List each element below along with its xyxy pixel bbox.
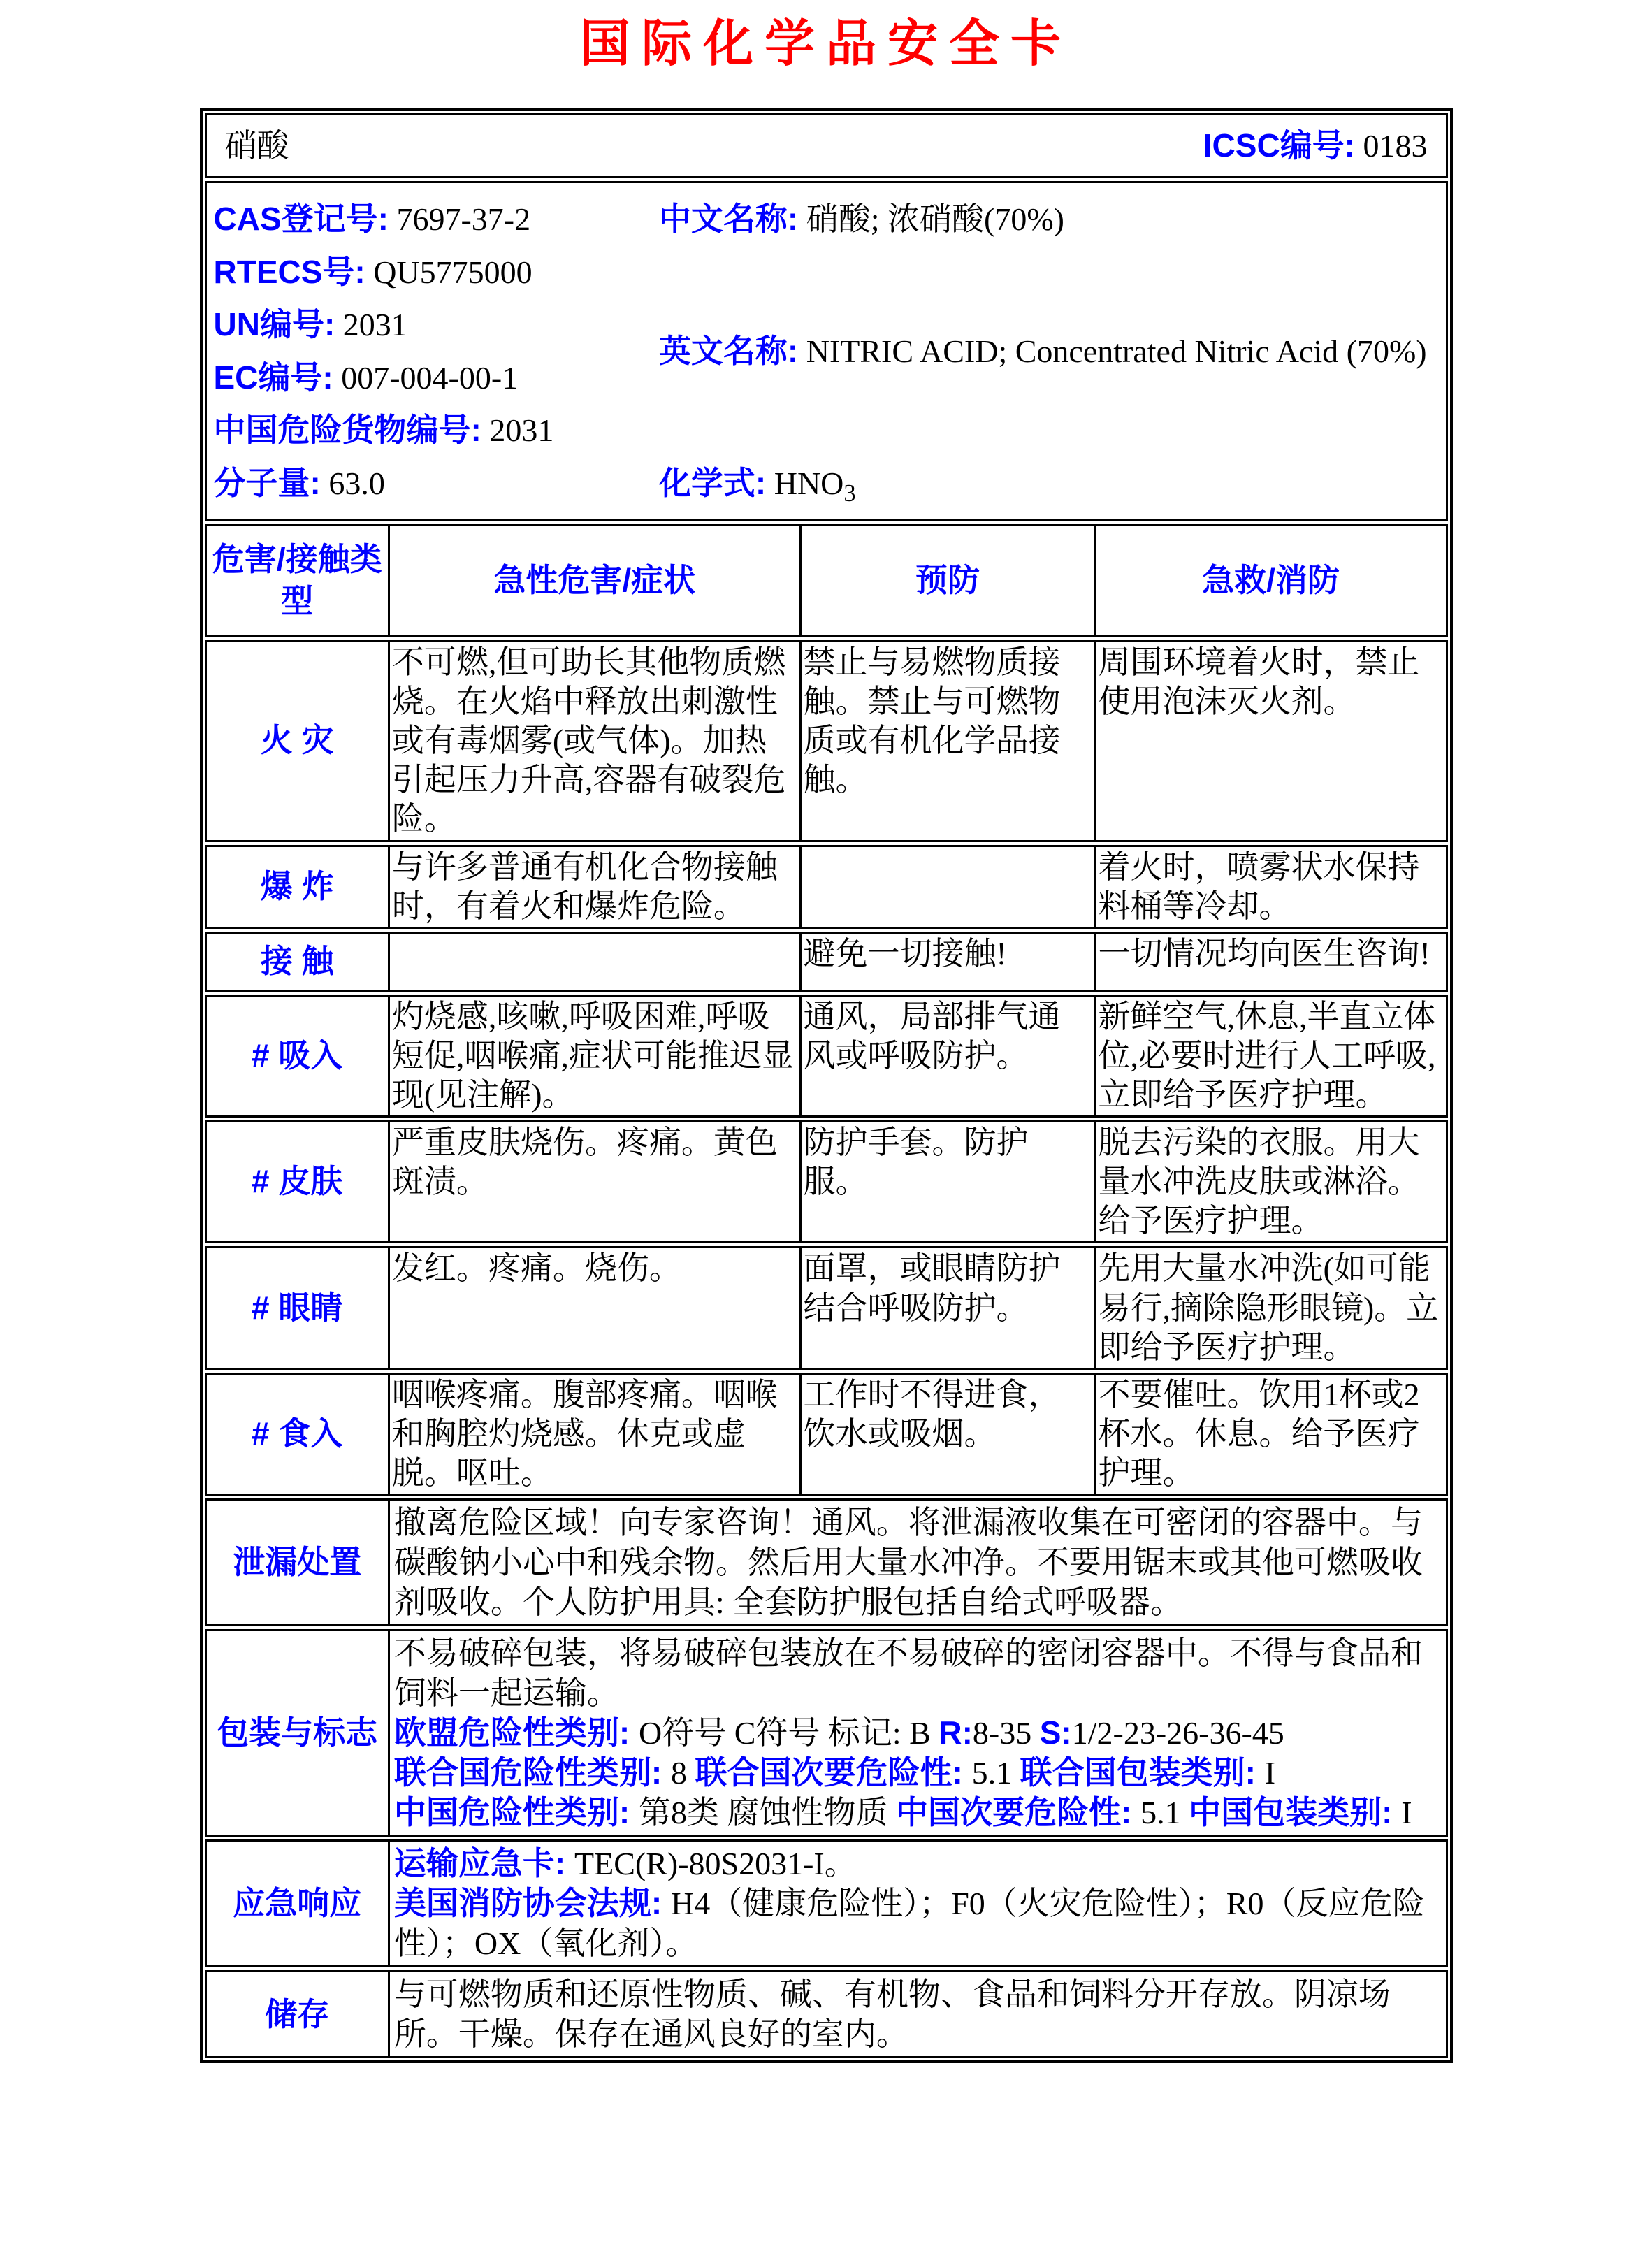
section-content: 运输应急卡: TEC(R)-80S2031-I。 美国消防协会法规: H4（健康危险性）；F0（火灾危险性）；R0（反应危险性）；OX（氧化剂）。 (393, 1845, 1425, 1962)
column-header-symptoms: 急性危害/症状 (390, 526, 802, 635)
symptoms-cell: 咽喉疼痛。腹部疼痛。咽喉和胸腔灼烧感。休克或虚脱。呕吐。 (390, 1375, 802, 1494)
column-header-prevention: 预防 (802, 526, 1096, 635)
page-title: 国际化学品安全卡 (579, 16, 1072, 72)
section-content: 不易破碎包装，将易破碎包装放在不易破碎的密闭容器中。不得与食品和饲料一起运输。 欧盟危险性类别: O符号 C符号 标记: B R:8-35 S:1/2-23-26-36-45 联合国危险性类别: 8 联合国次要危险性: 5.1 联合国包装类别: I 中国危险性类别: 第8类 腐蚀性物质 中国次要危险性: 5.1 中国包装类别: I (393, 1635, 1423, 1831)
section-label: 泄漏处置 (207, 1501, 390, 1624)
molecular-weight: 分子量: 63.0 (213, 464, 385, 501)
icsc-number (1203, 126, 1428, 165)
china-dg-number: 中国危险货物编号: 2031 (213, 412, 554, 449)
first-aid-cell: 不要催吐。饮用1杯或2杯水。休息。给予医疗护理。 (1098, 1376, 1420, 1491)
hazard-type-label: # 吸入 (207, 997, 390, 1115)
first-aid-cell: 着火时，喷雾状水保持料桶等冷却。 (1098, 848, 1420, 924)
hazard-table-header (205, 524, 1448, 637)
rtecs-number: RTECS号: QU5775000 (213, 253, 532, 290)
identification-right (653, 190, 1443, 512)
first-aid-cell: 一切情况均向医生咨询! (1098, 935, 1430, 971)
first-aid-cell: 先用大量水冲洗(如可能易行,摘除隐形眼镜)。立即给予医疗护理。 (1098, 1250, 1439, 1365)
section-emergency-response (205, 1839, 1448, 1967)
section-label: 包装与标志 (207, 1631, 390, 1835)
section-spill-disposal (205, 1498, 1448, 1626)
column-header-first-aid: 急救/消防 (1202, 562, 1340, 599)
symptoms-cell: 不可燃,但可助长其他物质燃烧。在火焰中释放出刺激性或有毒烟雾(或气体)。加热引起压力升高,容器有破裂危险。 (390, 642, 802, 840)
hazard-type-label: # 眼睛 (207, 1248, 390, 1367)
section-content: 撤离危险区域！向专家咨询！通风。将泄漏液收集在可密闭的容器中。与碳酸钠小心中和残余物。然后用大量水冲净。不要用锯末或其他可燃吸收剂吸收。个人防护用具: 全套防护服包括自给式呼吸器。 (393, 1505, 1423, 1621)
english-name: 英文名称: NITRIC ACID; Concentrated Nitric Acid (70%) (658, 333, 1427, 370)
first-aid-cell: 周围环境着火时，禁止使用泡沫灭火剂。 (1098, 644, 1420, 720)
table-row-ingestion (205, 1373, 1448, 1496)
hazard-type-label: 接 触 (207, 934, 390, 990)
prevention-cell: 禁止与易燃物质接触。禁止与可燃物质或有机化学品接触。 (802, 642, 1096, 840)
hazard-type-label: # 皮肤 (207, 1122, 390, 1241)
safety-card (200, 108, 1453, 2063)
formula-subscript: 3 (843, 480, 856, 507)
section-storage (205, 1970, 1448, 2058)
first-aid-cell: 脱去污染的衣服。用大量水冲洗皮肤或淋浴。给予医疗护理。 (1098, 1125, 1420, 1239)
prevention-cell: 工作时不得进食，饮水或吸烟。 (802, 1375, 1096, 1494)
cas-number: CAS登记号: 7697-37-2 (213, 201, 531, 238)
column-header-hazard-type: 危害/接触类型 (207, 526, 390, 635)
hazard-type-label: # 食入 (207, 1375, 390, 1494)
table-row-fire (205, 640, 1448, 842)
chemical-formula: 化学式: $HNO_3$ (658, 464, 856, 507)
symptoms-cell (390, 934, 802, 990)
prevention-cell: 面罩，或眼睛防护结合呼吸防护。 (802, 1248, 1096, 1367)
section-packaging-labelling (205, 1629, 1448, 1837)
section-label: 储存 (207, 1972, 390, 2056)
icsc-label: ICSC编号: (1203, 127, 1355, 164)
section-label: 应急响应 (207, 1842, 390, 1965)
chinese-name: 中文名称: 硝酸; 浓硝酸(70%) (658, 201, 1064, 238)
symptoms-cell: 严重皮肤烧伤。疼痛。黄色斑渍。 (390, 1122, 802, 1241)
symptoms-cell: 发红。疼痛。烧伤。 (390, 1248, 802, 1367)
table-row-exposure (205, 932, 1448, 992)
symptoms-cell: 灼烧感,咳嗽,呼吸困难,呼吸短促,咽喉痛,症状可能推迟显现(见注解)。 (390, 997, 802, 1115)
icsc-value: 0183 (1363, 128, 1428, 164)
identification-left (210, 190, 653, 512)
ec-number: EC编号: 007-004-00-1 (213, 359, 519, 396)
table-row-inhalation (205, 995, 1448, 1118)
prevention-cell (802, 847, 1096, 927)
hazard-type-label: 爆 炸 (207, 847, 390, 927)
table-row-skin (205, 1120, 1448, 1243)
symptoms-cell: 与许多普通有机化合物接触时，有着火和爆炸危险。 (390, 847, 802, 927)
table-row-explosion (205, 845, 1448, 929)
prevention-cell: 避免一切接触! (802, 934, 1096, 990)
prevention-cell: 通风，局部排气通风或呼吸防护。 (802, 997, 1096, 1115)
section-content: 与可燃物质和还原性物质、碱、有机物、食品和饲料分开存放。阴凉场所。干燥。保存在通风良好的室内。 (393, 1976, 1391, 2053)
un-number: UN编号: 2031 (213, 306, 407, 343)
card-header-row (205, 113, 1448, 178)
substance-name: 硝酸 (224, 128, 289, 164)
hazard-type-label: 火 灾 (207, 642, 390, 840)
first-aid-cell: 新鲜空气,休息,半直立体位,必要时进行人工呼吸,立即给予医疗护理。 (1098, 998, 1436, 1113)
identification-row (205, 181, 1448, 521)
prevention-cell: 防护手套。防护服。 (802, 1122, 1096, 1241)
table-row-eyes (205, 1246, 1448, 1369)
